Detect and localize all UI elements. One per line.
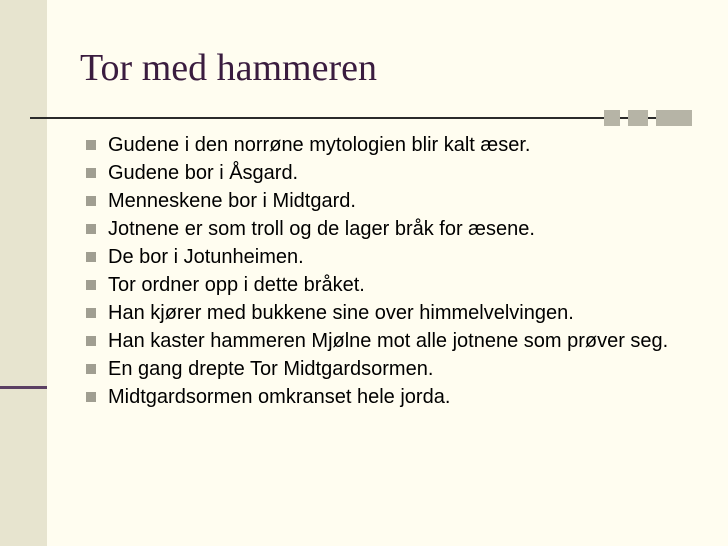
- bullet-text: Tor ordner opp i dette bråket.: [108, 274, 365, 296]
- bullet-item: [86, 134, 706, 156]
- bullet-item: [86, 386, 706, 408]
- bullet-item: [86, 358, 706, 380]
- bullet-text: Han kjører med bukkene sine over himmelvelvingen.: [108, 302, 574, 324]
- bullet-text: Jotnene er som troll og de lager bråk for æsene.: [108, 218, 535, 240]
- title-rule-block: [604, 110, 620, 126]
- bullet-item: [86, 330, 706, 352]
- left-decorative-band: [0, 0, 47, 546]
- slide-title: Tor med hammeren: [80, 47, 378, 89]
- square-bullet-icon: [86, 392, 96, 402]
- title-rule-block: [656, 110, 692, 126]
- square-bullet-icon: [86, 196, 96, 206]
- bullet-text: Gudene bor i Åsgard.: [108, 162, 299, 184]
- title-rule-block: [628, 110, 648, 126]
- bullet-item: [86, 302, 706, 324]
- square-bullet-icon: [86, 224, 96, 234]
- bullet-text: Han kaster hammeren Mjølne mot alle jotnene som prøver seg.: [108, 330, 669, 352]
- bullet-text: Midtgardsormen omkranset hele jorda.: [108, 386, 451, 408]
- bullet-text: Menneskene bor i Midtgard.: [108, 190, 356, 212]
- bullet-item: [86, 246, 706, 268]
- left-band-accent-line: [0, 386, 47, 389]
- bullet-item: [86, 218, 706, 240]
- square-bullet-icon: [86, 336, 96, 346]
- bullet-item: [86, 274, 706, 296]
- square-bullet-icon: [86, 252, 96, 262]
- square-bullet-icon: [86, 308, 96, 318]
- bullet-text: Gudene i den norrøne mytologien blir kalt æser.: [108, 134, 531, 156]
- bullet-item: [86, 190, 706, 212]
- title-underline: [30, 117, 690, 119]
- bullet-text: De bor i Jotunheimen.: [108, 246, 304, 268]
- bullet-item: [86, 162, 706, 184]
- square-bullet-icon: [86, 168, 96, 178]
- square-bullet-icon: [86, 364, 96, 374]
- bullet-list: [86, 134, 706, 414]
- square-bullet-icon: [86, 140, 96, 150]
- bullet-text: En gang drepte Tor Midtgardsormen.: [108, 358, 434, 380]
- square-bullet-icon: [86, 280, 96, 290]
